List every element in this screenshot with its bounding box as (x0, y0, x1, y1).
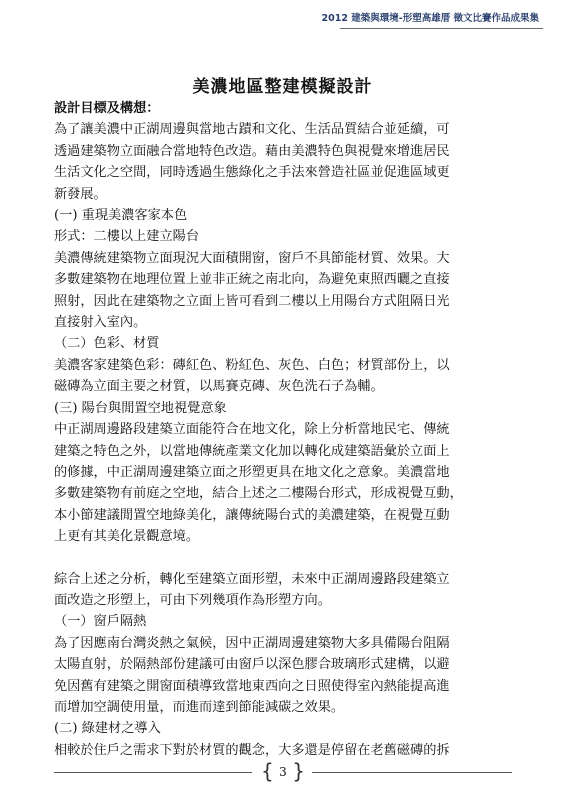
body-text (54, 98, 516, 761)
text-line: 中正湖周邊路段建築立面能符合在地文化，除上分析當地民宅、傳統 (54, 422, 450, 438)
text-line: 綜合上述之分析，轉化至建築立面形塑，未來中正湖周邊路段建築立 (54, 571, 450, 587)
text-line: 建築之特色之外，以當地傳統產業文化加以轉化成建築語彙於立面上 (54, 443, 450, 459)
left-brace-icon: { (261, 759, 274, 783)
text-line: 形式：二樓以上建立陽台 (54, 229, 200, 245)
text-line: （一）窗戶隔熱 (54, 614, 147, 630)
page-number-box (261, 761, 305, 783)
text-line: (三) 陽台與閒置空地視覺意象 (54, 400, 227, 416)
text-line: 而增加空調使用量，而進而達到節能減碳之效果。 (54, 699, 345, 715)
text-line: （二）色彩、材質 (54, 336, 160, 352)
text-line: 本小節建議閒置空地綠美化，讓傳統陽台式的美濃建築，在視覺互動 (54, 507, 450, 523)
text-line: 照射，因此在建築物之立面上皆可看到二樓以上用陽台方式阻隔日光 (54, 293, 450, 309)
text-line: 生活文化之空間，同時透過生態綠化之手法來營造社區並促進區域更 (54, 165, 450, 181)
page-title: 美濃地區整建模擬設計 (192, 77, 373, 97)
text-line: 免因舊有建築之開窗面積導致當地東西向之日照使得室內熱能提高進 (54, 678, 450, 694)
text-line: 的修據，中正湖周邊建築立面之形塑更具在地文化之意象。美濃當地 (54, 464, 450, 480)
page-number: 3 (279, 765, 287, 779)
running-header: 2012 建築與環境-形塑高雄厝 徵文比賽作品成果集 (321, 13, 539, 24)
footer-rule-left (54, 772, 252, 773)
text-line: 為了因應南台灣炎熱之氣候，因中正湖周邊建築物大多具備陽台阻隔 (54, 635, 450, 651)
text-line: 新發展。 (54, 186, 107, 202)
text-line: (一) 重現美濃客家本色 (54, 208, 188, 224)
text-line: 相較於住戶之需求下對於材質的觀念，大多還是停留在老舊磁磚的拆 (54, 742, 450, 758)
text-line: 美濃傳統建築物立面現況大面積開窗，窗戶不具節能材質、效果。大 (54, 250, 450, 266)
text-line: 多數建築物在地理位置上並非正統之南北向，為避免東照西曬之直接 (54, 272, 450, 288)
text-line: (二) 綠建材之導入 (54, 721, 161, 737)
paragraph-gap (54, 548, 516, 569)
text-line: 上更有其美化景觀意境。 (54, 529, 200, 545)
text-line: 為了讓美濃中正湖周邊與當地古蹟和文化、生活品質結合並延續，可 (54, 122, 450, 138)
footer-rule-right (312, 772, 512, 773)
text-line: 面改造之形塑上，可由下列幾項作為形塑方向。 (54, 592, 331, 608)
text-line: 直接射入室內。 (54, 315, 147, 331)
text-line: 多數建築物有前庭之空地，結合上述之二樓陽台形式，形成視覺互動， (54, 486, 463, 502)
text-line: 透過建築物立面融合當地特色改造。藉由美濃特色與視覺來增進居民 (54, 143, 450, 159)
text-line: 太陽直射，於隔熱部份建議可由窗戶以深色膠合玻璃形式建構，以避 (54, 657, 450, 673)
right-brace-icon: } (292, 759, 305, 783)
header-rule (340, 28, 543, 29)
text-line: 美濃客家建築色彩：磚紅色、粉紅色、灰色、白色；材質部份上，以 (54, 357, 450, 373)
text-line: 設計目標及構想： (54, 101, 160, 116)
text-line: 磁磚為立面主要之材質，以馬賽克磚、灰色洗石子為輔。 (54, 379, 384, 395)
